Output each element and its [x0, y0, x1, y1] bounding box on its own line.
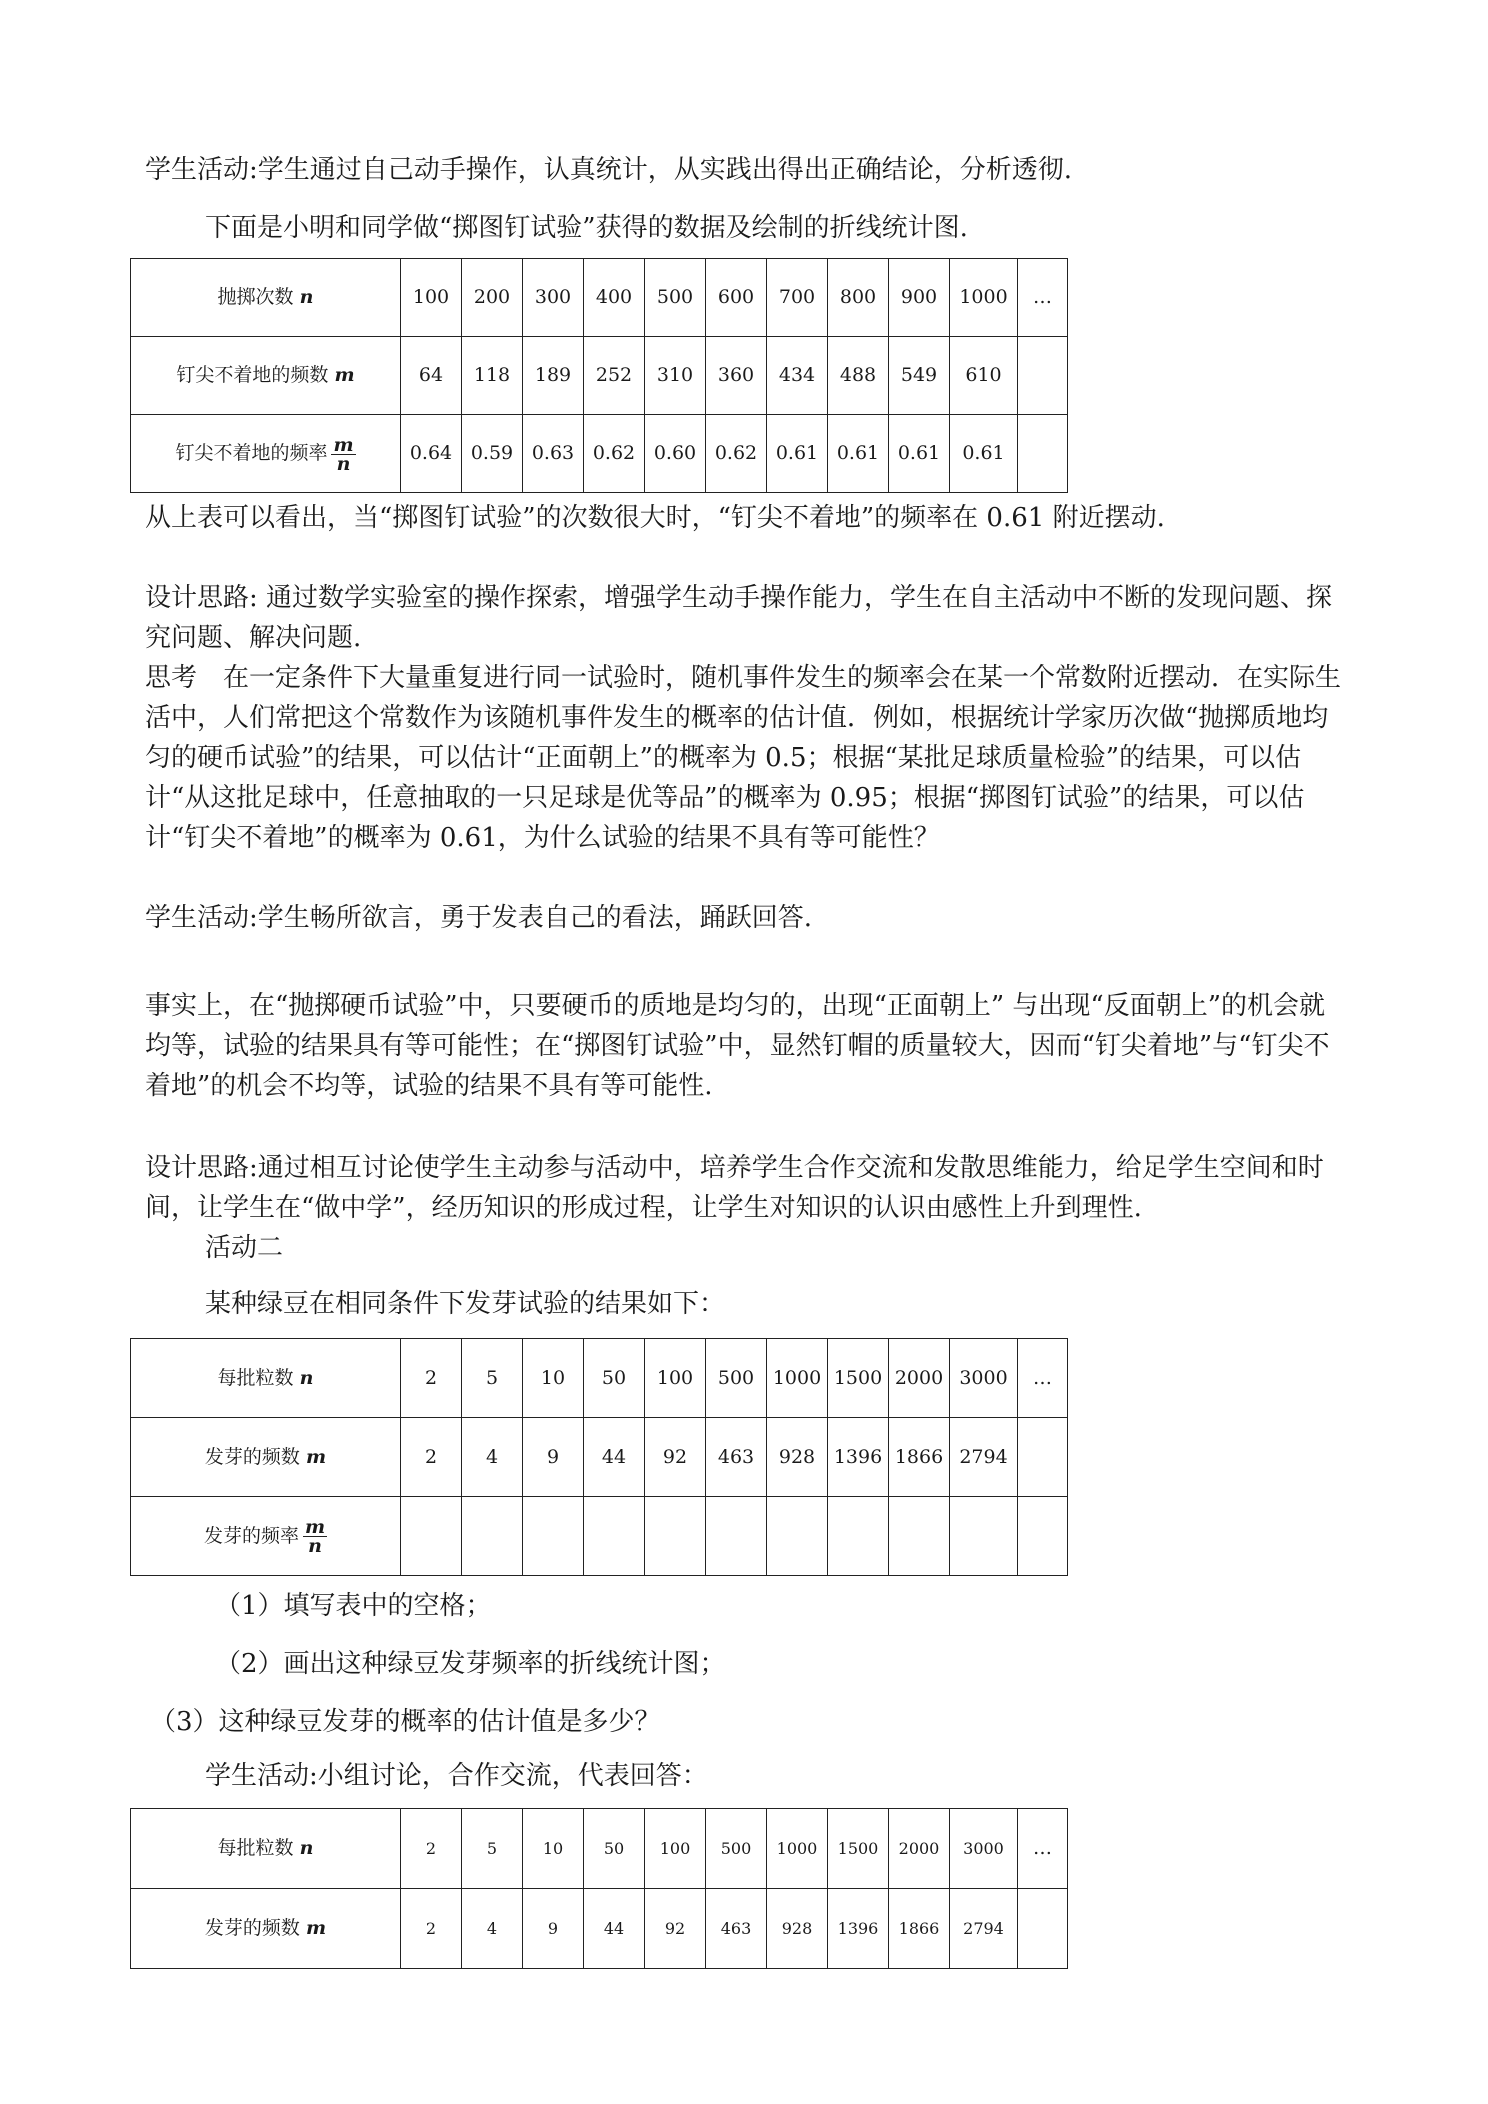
- paragraph-thinking: 思考 在一定条件下大量重复进行同一试验时，随机事件发生的频率会在某一个常数附近摆动．在实际生活中，人们常把这个常数作为该随机事件发生的概率的估计值．例如，根据统计学家历次做“抛掷质地均匀的硬币试验”的结果，可以估计“正面朝上”的概率为 0.5；根据“某批足球质量检验”的结果，可以估计“从这批足球中，任意抽取的一只足球是优等品”的概率为 0.95；根据“掷图钉试验”的结果，可以估计“钉尖不着地”的概率为 0.61，为什么试验的结果不具有等可能性？: [145, 663, 1342, 853]
- row-header-germination-count: 发芽的频数 m: [131, 1889, 401, 1969]
- table-cell: 463: [706, 1889, 767, 1969]
- row-header-batch-size: 每批粒数 n: [131, 1809, 401, 1889]
- table-cell: 800: [828, 259, 889, 337]
- table-row: [131, 337, 1068, 415]
- table-cell: 118: [462, 337, 523, 415]
- table-row: [131, 1418, 1068, 1497]
- table-cell-ellipsis: …: [1018, 1339, 1068, 1418]
- table-cell: 50: [584, 1809, 645, 1889]
- table-cell: 488: [828, 337, 889, 415]
- table-cell: 500: [706, 1809, 767, 1889]
- table-cell-ellipsis: …: [1018, 259, 1068, 337]
- paragraph-student-activity-3: 学生活动:小组讨论，合作交流，代表回答：: [205, 1761, 708, 1791]
- row-header-frequency-rate: 钉尖不着地的频率 $\frac{m}{n}$: [131, 415, 401, 493]
- row-header-germination-count: 发芽的频数 m: [131, 1418, 401, 1497]
- table-cell: 928: [767, 1889, 828, 1969]
- table-cell-blank: [889, 1497, 950, 1576]
- table-cell-ellipsis: …: [1018, 1809, 1068, 1889]
- table-cell: 2794: [950, 1418, 1018, 1497]
- table-cell: [1018, 1418, 1068, 1497]
- table-cell: 463: [706, 1418, 767, 1497]
- table-cell: 1396: [828, 1889, 889, 1969]
- table-cell: 700: [767, 259, 828, 337]
- table-cell: 44: [584, 1889, 645, 1969]
- table-row: [131, 415, 1068, 493]
- table-cell: 44: [584, 1418, 645, 1497]
- table-cell: [1018, 1889, 1068, 1969]
- table-cell: 9: [523, 1418, 584, 1497]
- table-cell: 5: [462, 1809, 523, 1889]
- table-cell: 600: [706, 259, 767, 337]
- question-3: （3）这种绿豆发芽的概率的估计值是多少？: [150, 1707, 661, 1737]
- table-cell: 1866: [889, 1889, 950, 1969]
- table-cell: 1000: [950, 259, 1018, 337]
- table-cell: 500: [645, 259, 706, 337]
- table-cell: 2000: [889, 1809, 950, 1889]
- table-cell: 549: [889, 337, 950, 415]
- table-cell: 0.62: [706, 415, 767, 493]
- table-cell: 2: [401, 1339, 462, 1418]
- table-cell: 5: [462, 1339, 523, 1418]
- fraction-m-over-n: $\frac{m}{n}$: [304, 1516, 326, 1557]
- table-cell: 2: [401, 1418, 462, 1497]
- table-cell: 2: [401, 1889, 462, 1969]
- table-cell: 100: [401, 259, 462, 337]
- table-cell: 92: [645, 1889, 706, 1969]
- table-cell: 4: [462, 1418, 523, 1497]
- pin-toss-table: [130, 258, 1068, 493]
- table-cell: 0.61: [828, 415, 889, 493]
- table-cell-blank: [706, 1497, 767, 1576]
- table-cell: 900: [889, 259, 950, 337]
- row-header-batch-size: 每批粒数 n: [131, 1339, 401, 1418]
- table-cell: 0.61: [950, 415, 1018, 493]
- table-cell: 300: [523, 259, 584, 337]
- table-cell: 92: [645, 1418, 706, 1497]
- table-row: [131, 1339, 1068, 1418]
- heading-activity-two: 活动二: [205, 1233, 284, 1263]
- table-cell: 0.62: [584, 415, 645, 493]
- table-cell: 1000: [767, 1339, 828, 1418]
- paragraph-fact: 事实上，在“抛掷硬币试验”中，只要硬币的质地是均匀的，出现“正面朝上” 与出现“反面朝上”的机会就均等，试验的结果具有等可能性；在“掷图钉试验”中，显然钉帽的质量较大，因而“钉尖着地”与“钉尖不着地”的机会不均等，试验的结果不具有等可能性.: [145, 991, 1330, 1101]
- table-cell: 4: [462, 1889, 523, 1969]
- table-cell: 50: [584, 1339, 645, 1418]
- table-cell: 2794: [950, 1889, 1018, 1969]
- table-cell: 3000: [950, 1809, 1018, 1889]
- row-header-germination-rate: 发芽的频率 $\frac{m}{n}$: [131, 1497, 401, 1576]
- table-cell: 252: [584, 337, 645, 415]
- table-cell: [1018, 337, 1068, 415]
- paragraph-student-activity-1: 学生活动:学生通过自己动手操作，认真统计，从实践出得出正确结论，分析透彻.: [145, 155, 1073, 185]
- table-cell: 100: [645, 1339, 706, 1418]
- bean-germination-table: [130, 1338, 1068, 1576]
- bean-germination-answer-table: [130, 1808, 1068, 1969]
- paragraph-design-idea-1: 设计思路: 通过数学实验室的操作探索，增强学生动手操作能力，学生在自主活动中不断的发现问题、探究问题、解决问题.: [145, 583, 1333, 653]
- paragraph-student-activity-2: 学生活动:学生畅所欲言，勇于发表自己的看法，踊跃回答.: [145, 903, 813, 933]
- table-row: [131, 1497, 1068, 1576]
- question-2: （2）画出这种绿豆发芽频率的折线统计图；: [215, 1649, 726, 1679]
- table-cell-blank: [462, 1497, 523, 1576]
- table-cell: 2: [401, 1809, 462, 1889]
- table-cell: 0.60: [645, 415, 706, 493]
- table-row: [131, 1809, 1068, 1889]
- table-cell: 500: [706, 1339, 767, 1418]
- table-cell-blank: [950, 1497, 1018, 1576]
- table-cell: 1500: [828, 1809, 889, 1889]
- table-cell: 0.63: [523, 415, 584, 493]
- table-cell: 928: [767, 1418, 828, 1497]
- table-cell: 3000: [950, 1339, 1018, 1418]
- table-cell-blank: [401, 1497, 462, 1576]
- table-cell: 200: [462, 259, 523, 337]
- table-cell: [1018, 415, 1068, 493]
- table-cell: 1396: [828, 1418, 889, 1497]
- table-cell: 2000: [889, 1339, 950, 1418]
- table-cell: 10: [523, 1339, 584, 1418]
- table-cell-blank: [523, 1497, 584, 1576]
- question-1: （1）填写表中的空格；: [215, 1591, 492, 1621]
- table-cell: 1866: [889, 1418, 950, 1497]
- row-header-frequency-count: 钉尖不着地的频数 m: [131, 337, 401, 415]
- table-cell: 9: [523, 1889, 584, 1969]
- table-cell: 0.61: [767, 415, 828, 493]
- table-cell: 0.61: [889, 415, 950, 493]
- table-cell: 1500: [828, 1339, 889, 1418]
- table-row: [131, 259, 1068, 337]
- table-cell: 64: [401, 337, 462, 415]
- row-header-toss-count: 抛掷次数 n: [131, 259, 401, 337]
- table-cell: 0.59: [462, 415, 523, 493]
- table-cell: 100: [645, 1809, 706, 1889]
- table-cell-blank: [584, 1497, 645, 1576]
- paragraph-intro-table1: 下面是小明和同学做“掷图钉试验”获得的数据及绘制的折线统计图.: [205, 213, 968, 243]
- table-cell-blank: [645, 1497, 706, 1576]
- paragraph-conclusion: 从上表可以看出，当“掷图钉试验”的次数很大时，“钉尖不着地”的频率在 0.61 附近摆动.: [145, 503, 1165, 533]
- fraction-m-over-n: $\frac{m}{n}$: [333, 433, 354, 475]
- table-cell-blank: [828, 1497, 889, 1576]
- table-cell: 400: [584, 259, 645, 337]
- table-cell: 1000: [767, 1809, 828, 1889]
- table-cell-blank: [767, 1497, 828, 1576]
- table-cell: 360: [706, 337, 767, 415]
- table-cell: 434: [767, 337, 828, 415]
- table-cell-blank: [1018, 1497, 1068, 1576]
- paragraph-design-idea-2: 设计思路:通过相互讨论使学生主动参与活动中，培养学生合作交流和发散思维能力，给足学生空间和时间，让学生在“做中学”，经历知识的形成过程，让学生对知识的认识由感性上升到理性.: [145, 1153, 1324, 1223]
- table-cell: 310: [645, 337, 706, 415]
- table-row: [131, 1889, 1068, 1969]
- paragraph-intro-table2: 某种绿豆在相同条件下发芽试验的结果如下：: [205, 1289, 726, 1319]
- table-cell: 610: [950, 337, 1018, 415]
- table-cell: 189: [523, 337, 584, 415]
- table-cell: 10: [523, 1809, 584, 1889]
- table-cell: 0.64: [401, 415, 462, 493]
